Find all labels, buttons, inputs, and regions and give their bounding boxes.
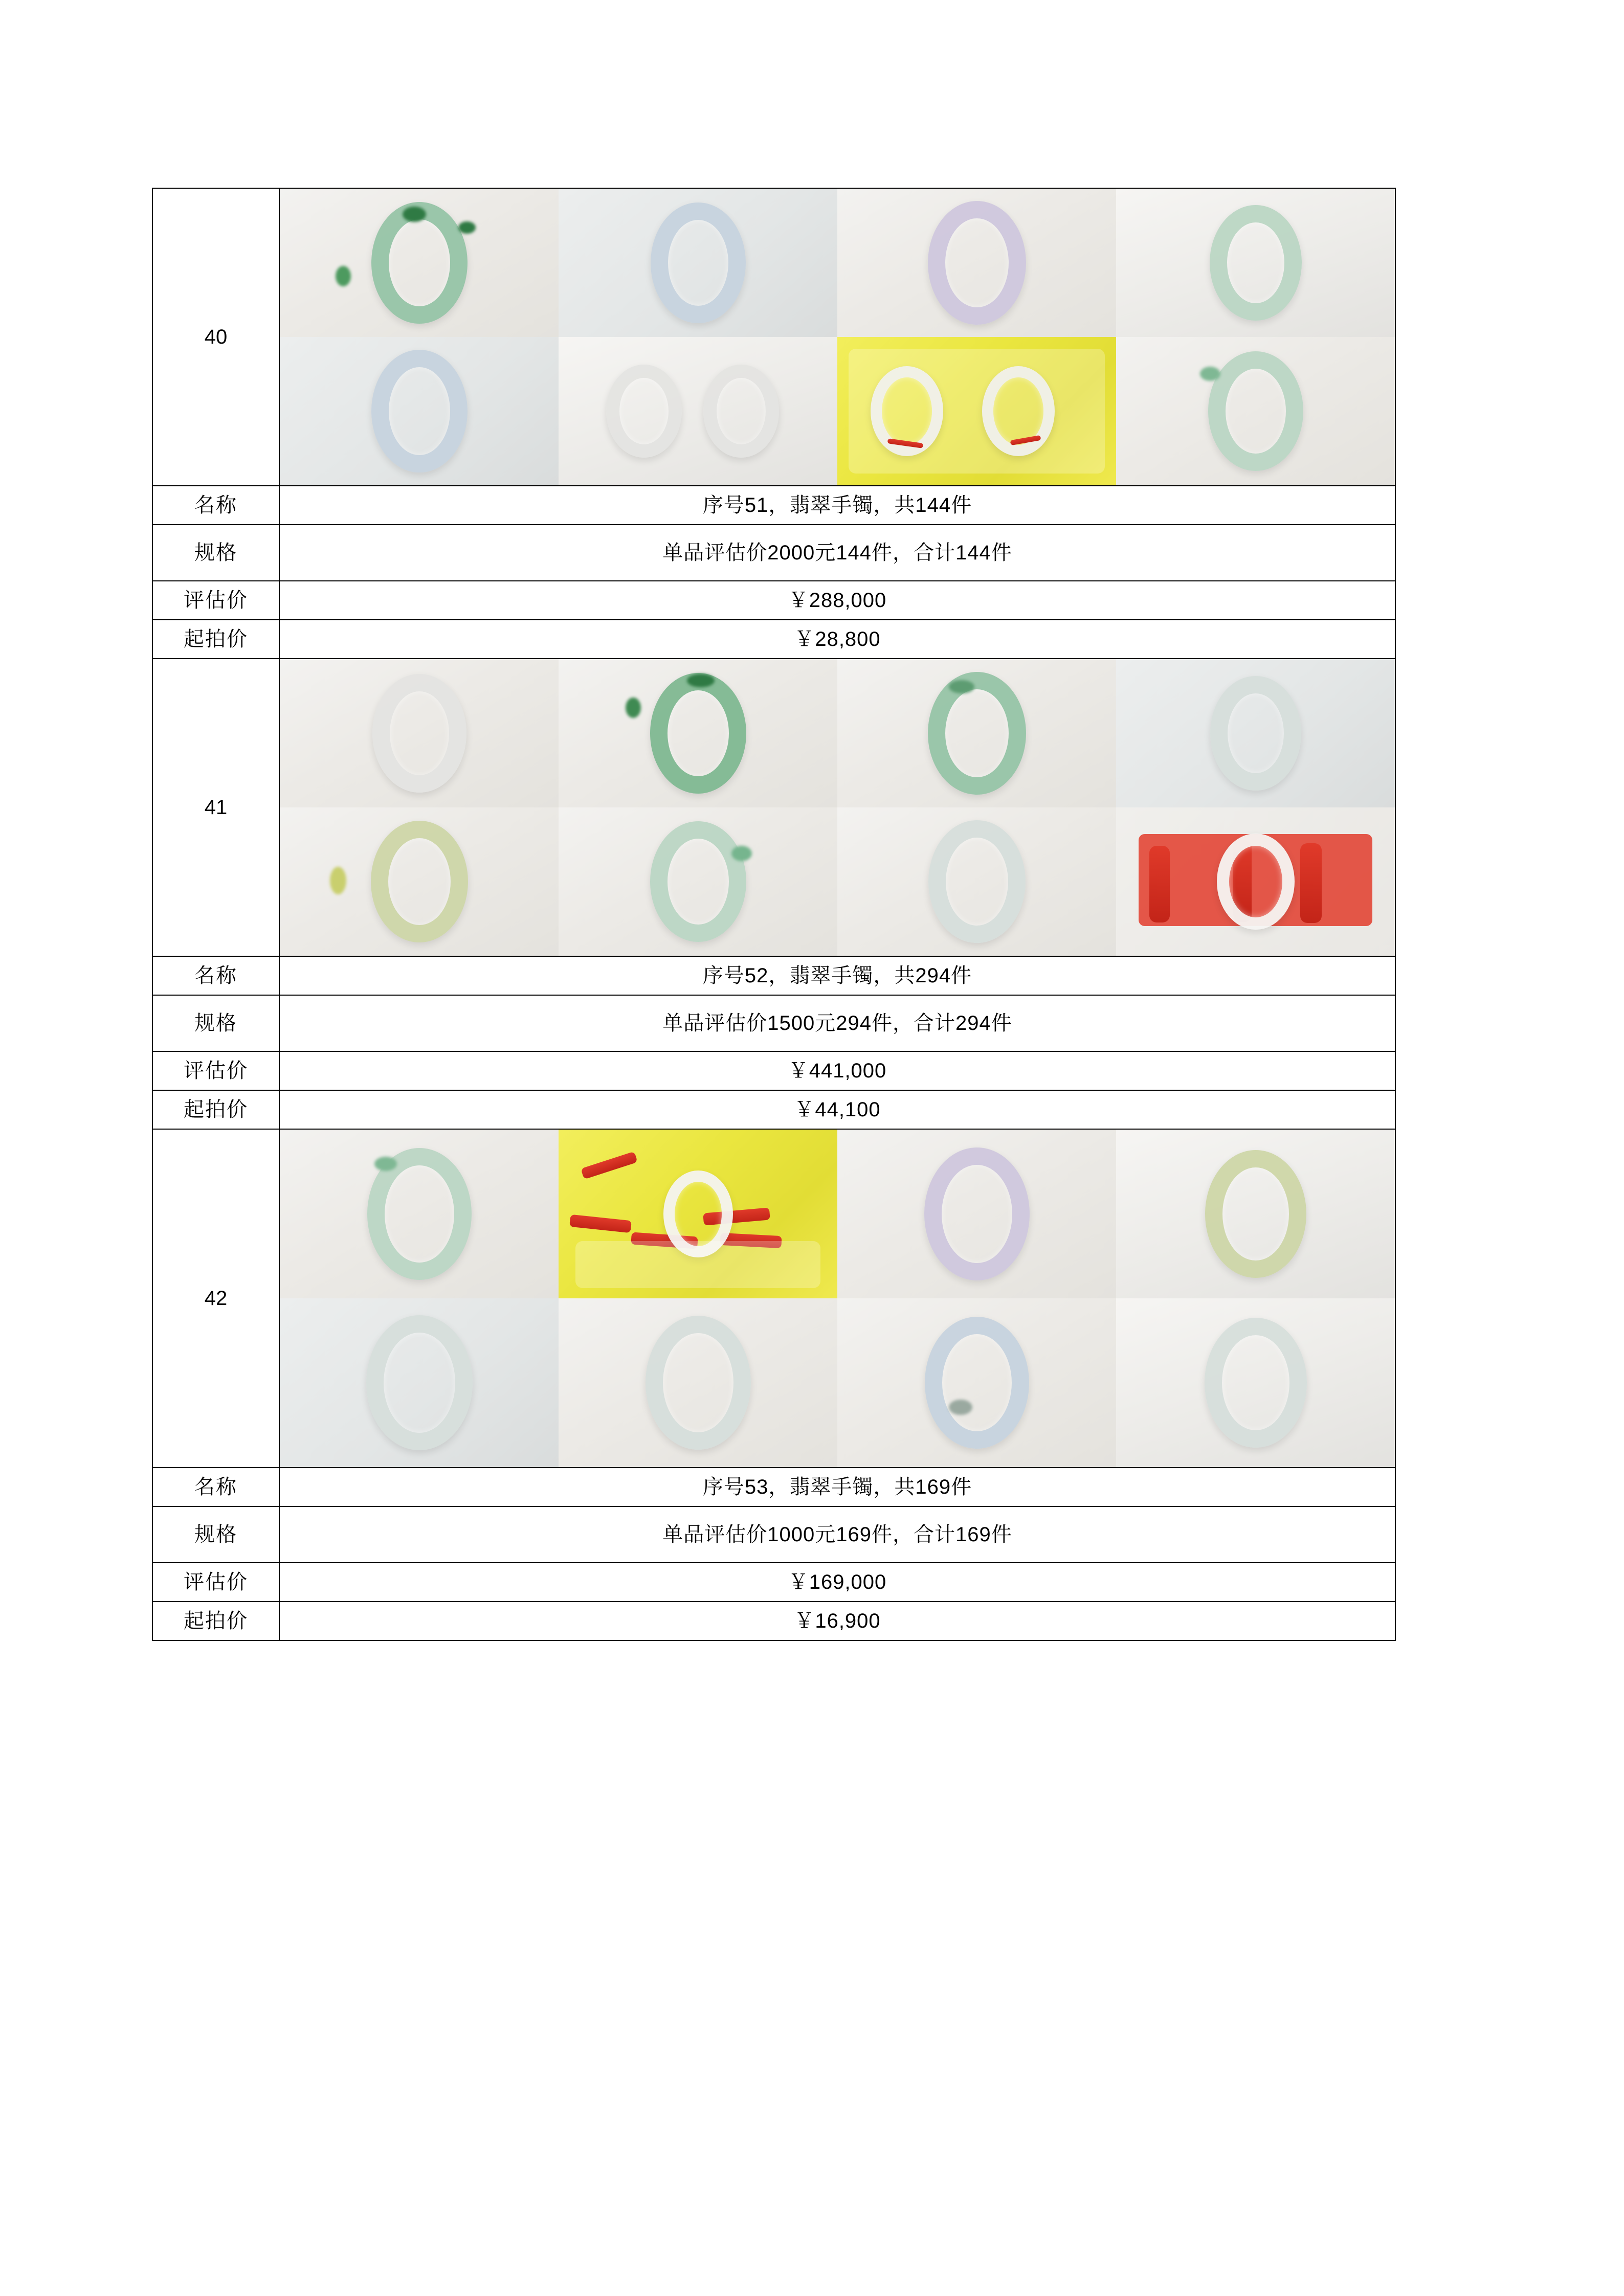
field-label-starting: 起拍价 — [152, 1602, 279, 1640]
auction-lot-table — [152, 188, 1396, 1641]
photo-40-4 — [1116, 189, 1395, 337]
lot-starting-row — [152, 620, 1395, 659]
lot-starting-value: ￥28,800 — [279, 620, 1395, 659]
field-label-starting: 起拍价 — [152, 620, 279, 659]
field-label-starting: 起拍价 — [152, 1090, 279, 1129]
lot-appraisal-value: ￥288,000 — [279, 581, 1395, 620]
photo-42-6 — [559, 1298, 837, 1467]
lot-spec-value: 单品评估价1000元169件，合计169件 — [279, 1506, 1395, 1563]
lot-index: 41 — [152, 659, 279, 956]
field-label-spec: 规格 — [152, 525, 279, 581]
lot-spec-value: 单品评估价1500元294件，合计294件 — [279, 995, 1395, 1051]
photo-40-3 — [837, 189, 1116, 337]
photo-41-2 — [559, 659, 837, 807]
field-label-spec: 规格 — [152, 1506, 279, 1563]
lot-spec-value: 单品评估价2000元144件，合计144件 — [279, 525, 1395, 581]
lot-gallery-row — [152, 659, 1395, 956]
lot-appraisal-value: ￥441,000 — [279, 1051, 1395, 1090]
lot-index: 40 — [152, 188, 279, 486]
lot-name-row — [152, 486, 1395, 525]
photo-41-4 — [1116, 659, 1395, 807]
lot-name-row — [152, 1468, 1395, 1506]
lot-starting-value: ￥44,100 — [279, 1090, 1395, 1129]
field-label-appraisal: 评估价 — [152, 1563, 279, 1602]
photo-42-1 — [280, 1130, 559, 1298]
field-label-name: 名称 — [152, 956, 279, 995]
lot-gallery-row — [152, 188, 1395, 486]
photo-42-3 — [837, 1130, 1116, 1298]
lot-name-value: 序号53，翡翠手镯，共169件 — [279, 1468, 1395, 1506]
lot-appraisal-value: ￥169,000 — [279, 1563, 1395, 1602]
lot-photo-gallery — [279, 188, 1395, 486]
lot-spec-row — [152, 1506, 1395, 1563]
photo-42-8 — [1116, 1298, 1395, 1467]
photo-40-8 — [1116, 337, 1395, 485]
lot-photo-gallery — [279, 659, 1395, 956]
lot-spec-row — [152, 995, 1395, 1051]
lot-index: 42 — [152, 1129, 279, 1468]
photo-42-5 — [280, 1298, 559, 1467]
field-label-spec: 规格 — [152, 995, 279, 1051]
field-label-appraisal: 评估价 — [152, 581, 279, 620]
lot-gallery-row — [152, 1129, 1395, 1468]
lot-appraisal-row — [152, 1563, 1395, 1602]
photo-41-7 — [837, 807, 1116, 956]
lot-starting-row — [152, 1090, 1395, 1129]
photo-42-7 — [837, 1298, 1116, 1467]
photo-40-5 — [280, 337, 559, 485]
lot-appraisal-row — [152, 581, 1395, 620]
photo-40-2 — [559, 189, 837, 337]
lot-appraisal-row — [152, 1051, 1395, 1090]
field-label-appraisal: 评估价 — [152, 1051, 279, 1090]
photo-41-6 — [559, 807, 837, 956]
photo-40-7 — [837, 337, 1116, 485]
lot-name-row — [152, 956, 1395, 995]
lot-name-value: 序号52，翡翠手镯，共294件 — [279, 956, 1395, 995]
photo-40-1 — [280, 189, 559, 337]
photo-41-8 — [1116, 807, 1395, 956]
lot-photo-gallery — [279, 1129, 1395, 1468]
lot-name-value: 序号51，翡翠手镯，共144件 — [279, 486, 1395, 525]
lot-starting-value: ￥16,900 — [279, 1602, 1395, 1640]
photo-42-2 — [559, 1130, 837, 1298]
photo-41-5 — [280, 807, 559, 956]
photo-40-6 — [559, 337, 837, 485]
photo-42-4 — [1116, 1130, 1395, 1298]
lot-spec-row — [152, 525, 1395, 581]
field-label-name: 名称 — [152, 486, 279, 525]
lot-starting-row — [152, 1602, 1395, 1640]
photo-41-1 — [280, 659, 559, 807]
field-label-name: 名称 — [152, 1468, 279, 1506]
photo-41-3 — [837, 659, 1116, 807]
